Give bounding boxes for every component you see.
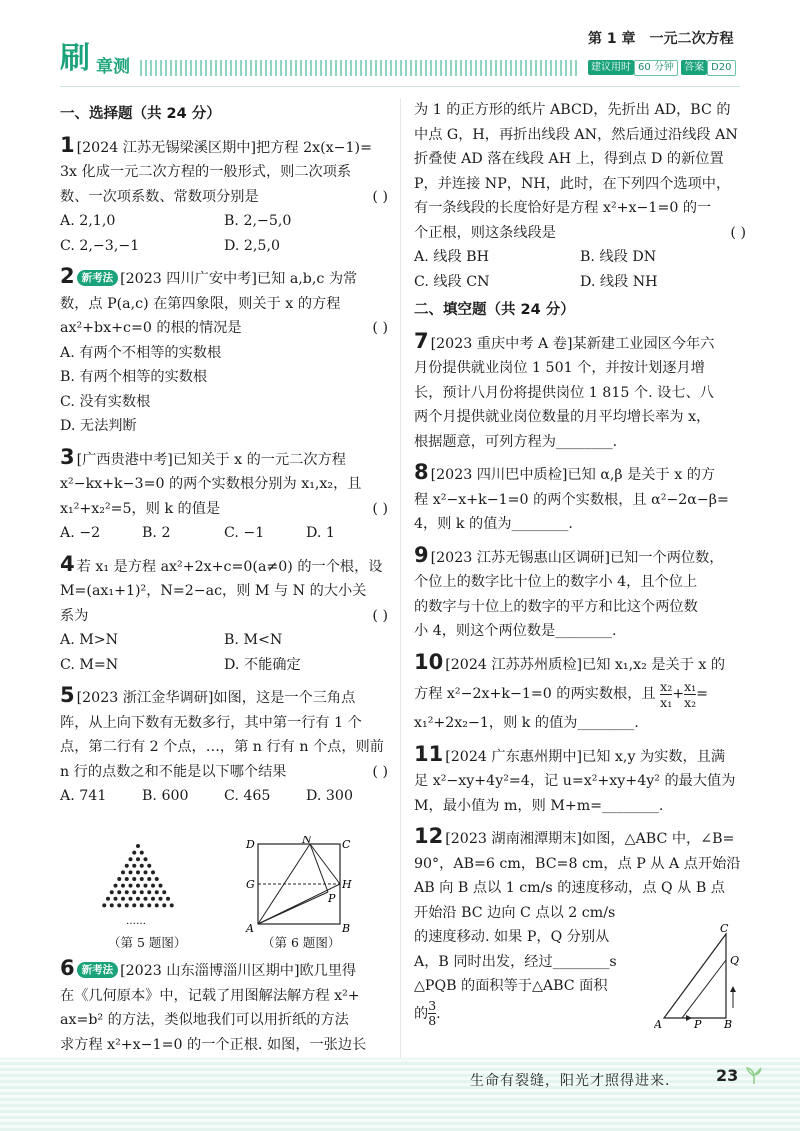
question-text: 的 [414,1005,429,1022]
question-text: x₁²+x₂²=5，则 k 的值是 [60,500,221,517]
array-dot [151,897,155,901]
label-a: A [654,1018,662,1028]
question-text: 数，点 P(a,c) 在第四象限，则关于 x 的方程 [60,295,341,312]
question-number: 6 [60,956,75,980]
new-method-badge: 新考法 [77,962,119,978]
question-3 [60,445,388,546]
array-dot [110,903,114,907]
option-d: D. 线段 NH [580,273,658,290]
question-text: [2024 广东惠州期中]已知 x,y 为实数，且满 [445,748,726,765]
fraction-x2-over-x1 [660,679,672,710]
question-6-continued [414,98,746,294]
array-dot [117,877,121,881]
array-dot [125,864,129,868]
left-column [60,98,388,809]
question-text: . [436,1005,441,1022]
option-b: B. 线段 DN [580,249,657,265]
array-dot [151,870,155,874]
label-p: P [328,892,336,905]
array-dot [110,890,114,894]
fraction-3-over-8 [428,999,436,1028]
array-dot [140,851,144,855]
option-b: B. 有两个相等的实数根 [60,369,208,385]
question-number: 11 [414,741,444,766]
array-dot [136,844,140,848]
option-d: D. 2,5,0 [224,237,280,254]
question-text: [2023 四川广安中考]已知 a,b,c 为常 [120,271,358,287]
question-number: 8 [414,460,429,484]
array-dot [125,877,129,881]
option-a: A. 线段 BH [414,249,489,265]
answer-tag: 答案 [681,60,707,75]
question-text: ax²+bx+c=0 的根的情况是 [60,320,242,336]
array-dot [136,870,140,874]
question-text: P，并连接 NP，NH，此时，在下列四个选项中， [414,175,731,192]
fraction-numerator: x₁ [684,678,697,694]
array-dot [140,890,144,894]
question-8 [414,460,746,537]
option-d: D. 不能确定 [224,656,301,673]
array-dot [147,903,151,907]
right-column [414,98,746,1029]
figure-6-caption: （第 6 题图） [262,935,341,950]
question-text: 开始沿 BC 边向 C 点以 2 cm/s [414,904,616,921]
answer-bracket: ( ) [372,500,388,517]
question-text: 为 1 的正方形的纸片 ABCD，先折出 AD，BC 的 [414,102,731,118]
question-text: [2024 江苏苏州质检]已知 x₁,x₂ 是关于 x 的 [445,656,726,673]
question-text: A，B 同时出发，经过________s [414,953,617,970]
question-text: 小 4，则这个两位数是________. [414,623,617,639]
brand-logo: 刷 [60,41,90,76]
page-number: 23 [716,1066,739,1085]
array-dot [162,903,166,907]
option-b: B. 600 [142,788,189,804]
question-text: [2023 山东淄博淄川区期中]欧几里得 [120,963,357,979]
header-divider [60,86,740,87]
array-dot [147,877,151,881]
segment-nh [310,844,340,884]
question-text: 4，则 k 的值为________. [414,516,573,532]
footer-band [0,1058,800,1131]
question-text: 个正根，则这条线段是 [414,224,556,241]
question-text: 个位上的数字比十位上的数字小 4，且个位上 [414,574,698,590]
question-text: 长，预计八月份将提供岗位 1 815 个. 设七、八 [414,384,714,401]
question-text: 月份提供就业岗位 1 501 个，并按计划逐月增 [414,360,705,376]
question-text: 的数字与十位上的数字的平方和比这个两位数 [414,598,698,615]
question-text: n 行的点数之和不能是以下哪个结果 [60,763,287,780]
plus-sign: + [672,686,685,702]
array-dot [114,897,118,901]
question-text: △PQB 的面积等于△ABC 面积 [414,978,608,994]
sprout-icon [744,1066,764,1086]
question-number: 1 [60,132,75,157]
figure-5-caption: （第 5 题图） [108,935,187,950]
question-text: 两个月提供就业岗位数量的月平均增长率为 x， [414,409,711,425]
option-d: D. 1 [306,525,335,541]
arrow-head-right [686,1015,692,1021]
question-text: 求方程 x²+x−1=0 的一个正根. 如图，一张边长 [60,1036,367,1053]
ellipsis-dots: …… [126,916,146,927]
time-value: 60 分钟 [634,60,678,76]
segment-pq [682,960,726,1018]
question-text: AB 向 B 点以 1 cm/s 的速度移动，点 Q 从 B 点 [414,880,725,896]
answer-value: D20 [707,60,735,76]
array-dot [121,870,125,874]
question-10 [414,650,746,736]
array-dot [136,897,140,901]
label-h: H [342,878,352,891]
option-c: C. 线段 CN [414,273,490,290]
array-dot [166,897,170,901]
triangle-dot-array-figure [88,840,208,930]
question-text: 若 x₁ 是方程 ax²+2x+c=0(a≠0) 的一个根，设 [76,558,383,575]
option-c: C. −1 [224,525,265,541]
section-type-label: 章测 [96,57,130,77]
answer-bracket: ( ) [372,188,388,205]
new-method-badge: 新考法 [77,270,119,286]
array-dot [136,884,140,888]
question-text: [2023 浙江金华调研]如图，这是一个三角点 [76,690,356,706]
array-dot [117,903,121,907]
answer-bracket: ( ) [372,763,388,780]
question-text: 90°，AB=6 cm，BC=8 cm，点 P 从 A 点开始沿 [414,855,741,872]
question-text: 足 x²−xy+4y²=4，记 u=x²+xy+4y² 的最大值为 [414,773,736,789]
question-number: 5 [60,683,75,707]
question-text: [2023 湖南湘潭期末]如图，△ABC 中，∠B= [445,831,735,847]
label-p: P [694,1018,702,1028]
array-dot [140,877,144,881]
question-text: M=(ax₁+1)²，N=2−ac，则 M 与 N 的大小关 [60,583,367,599]
option-a: A. 有两个不相等的实数根 [60,344,222,361]
triangle-abc-figure [654,924,754,1028]
array-dot [140,903,144,907]
array-dot [159,897,163,901]
fraction-x1-over-x2 [684,679,696,710]
array-dot [144,897,148,901]
section-title-fill: 二、填空题（共 24 分） [414,302,575,318]
triangle-abc [664,934,726,1018]
array-dot [155,890,159,894]
array-dot [102,903,106,907]
question-text: x²−kx+k−3=0 的两个实数根分别为 x₁,x₂，且 [60,476,362,492]
question-4 [60,552,388,678]
option-c: C. 2,−3,−1 [60,237,140,254]
array-dot [147,864,151,868]
array-dot [129,857,133,861]
answer-bracket: ( ) [372,607,388,624]
array-dot [125,903,129,907]
question-5 [60,683,388,809]
array-dot [144,870,148,874]
header-stripes [140,60,580,76]
question-text: 的速度移动. 如果 P，Q 分别从 [414,929,610,945]
chapter-name: 一元二次方程 [649,31,734,47]
question-number: 4 [60,551,75,576]
fraction-numerator: x₂ [660,678,673,694]
option-a: A. −2 [60,525,101,541]
question-text: 系为 [60,607,89,624]
question-text: 方程 x²−2x+k−1=0 的两实数根，且 [414,686,656,702]
array-dot [121,884,125,888]
array-dot [159,884,163,888]
question-number: 3 [60,444,75,469]
label-c: C [342,838,351,851]
question-number: 2 [60,264,75,288]
question-text: [2023 重庆中考 A 卷]某新建工业园区今年六 [430,335,715,352]
label-c: C [720,924,729,935]
question-text: [2023 江苏无锡惠山区调研]已知一个两位数， [430,549,724,566]
option-c: C. M=N [60,656,119,673]
array-dot [162,890,166,894]
chapter-number: 第 1 章 [588,31,636,47]
array-dot [117,890,121,894]
question-number: 9 [414,542,429,567]
fraction-denominator: 8 [428,1013,437,1028]
array-dot [114,884,118,888]
array-dot [129,884,133,888]
option-b: B. M<N [224,632,283,648]
array-dot [144,884,148,888]
chapter-title [588,28,734,48]
footer-motto: 生命有裂缝，阳光才照得进来. [470,1073,671,1089]
array-dot [151,884,155,888]
question-text: 程 x²−x+k−1=0 的两个实数根，且 α²−2α−β= [414,491,729,508]
question-number: 10 [414,649,444,674]
array-dot [132,864,136,868]
array-dot [129,870,133,874]
array-dot [144,857,148,861]
header-meta [588,60,736,76]
question-text: 3x 化成一元二次方程的一般形式，则二次项系 [60,164,352,180]
column-divider [400,98,401,1058]
option-c: C. 没有实数根 [60,393,151,410]
label-b: B [724,1018,733,1028]
option-c: C. 465 [224,788,271,804]
label-a: A [246,922,254,935]
fraction-numerator: 3 [428,998,437,1013]
question-text: 中点 G，H，再折出线段 AN，然后通过沿线段 AN [414,126,738,143]
question-7 [414,329,746,455]
answer-bracket: ( ) [372,320,388,336]
question-6 [60,956,388,1057]
option-d: D. 无法判断 [60,418,137,434]
question-number: 12 [414,824,444,848]
array-dot [106,897,110,901]
question-11 [414,742,746,819]
question-text: [2023 四川巴中质检]已知 α,β 是关于 x 的方 [430,467,716,483]
question-number: 7 [414,328,429,353]
fraction-denominator: x₁ [660,694,673,710]
label-n: N [302,836,312,846]
question-text: [广西贵港中考]已知关于 x 的一元二次方程 [76,451,346,468]
array-dot [132,877,136,881]
question-text: 折叠使 AD 落在线段 AH 上，得到点 D 的新位置 [414,151,724,167]
label-g: G [246,878,255,891]
question-text: x₁²+2x₂−1，则 k 的值为________. [414,715,639,731]
question-text: M，最小值为 m，则 M+m=________. [414,797,664,814]
option-d: D. 300 [306,788,353,804]
fraction-denominator: x₂ [684,694,697,710]
array-dot [132,903,136,907]
square-fold-figure [244,836,354,936]
question-text: 点，第二行有 2 个点，…，第 n 行有 n 个点，则前 [60,739,384,755]
array-dot [155,877,159,881]
array-dot [132,851,136,855]
option-a: A. 741 [60,788,107,804]
option-b: B. 2 [142,525,171,541]
option-b: B. 2,−5,0 [224,213,292,229]
label-b: B [342,922,351,935]
arrow-head-up [730,986,736,992]
label-d: D [246,838,255,851]
question-2 [60,264,388,439]
array-dot [125,890,129,894]
segment-np [310,844,328,892]
time-tag: 建议用时 [588,60,634,75]
question-1 [60,133,388,259]
option-a: A. 2,1,0 [60,213,116,229]
question-9 [414,543,746,644]
question-text: [2024 江苏无锡梁溪区期中]把方程 2x(x−1)= [76,139,372,156]
question-text: 阵，从上向下数有无数多行，其中第一行有 1 个 [60,714,362,731]
question-text: ax=b² 的方法，类似地我们可以用折纸的方法 [60,1012,349,1028]
array-dot [136,857,140,861]
array-dot [121,897,125,901]
option-a: A. M>N [60,632,119,648]
array-dot [155,903,159,907]
array-dot [140,864,144,868]
array-dot [170,903,174,907]
array-dot [129,897,133,901]
label-q: Q [730,954,740,967]
answer-bracket: ( ) [730,224,746,241]
array-dot [147,890,151,894]
question-text: 根据题意，可列方程为________. [414,433,618,450]
question-text: 在《几何原本》中，记载了用图解法解方程 x²+ [60,987,360,1004]
equals-sign: = [696,686,709,702]
section-title-choice: 一、选择题（共 24 分） [60,106,221,122]
array-dot [132,890,136,894]
question-text: 有一条线段的长度恰好是方程 x²+x−1=0 的一 [414,200,712,216]
question-text: 数、一次项系数、常数项分别是 [60,188,259,205]
